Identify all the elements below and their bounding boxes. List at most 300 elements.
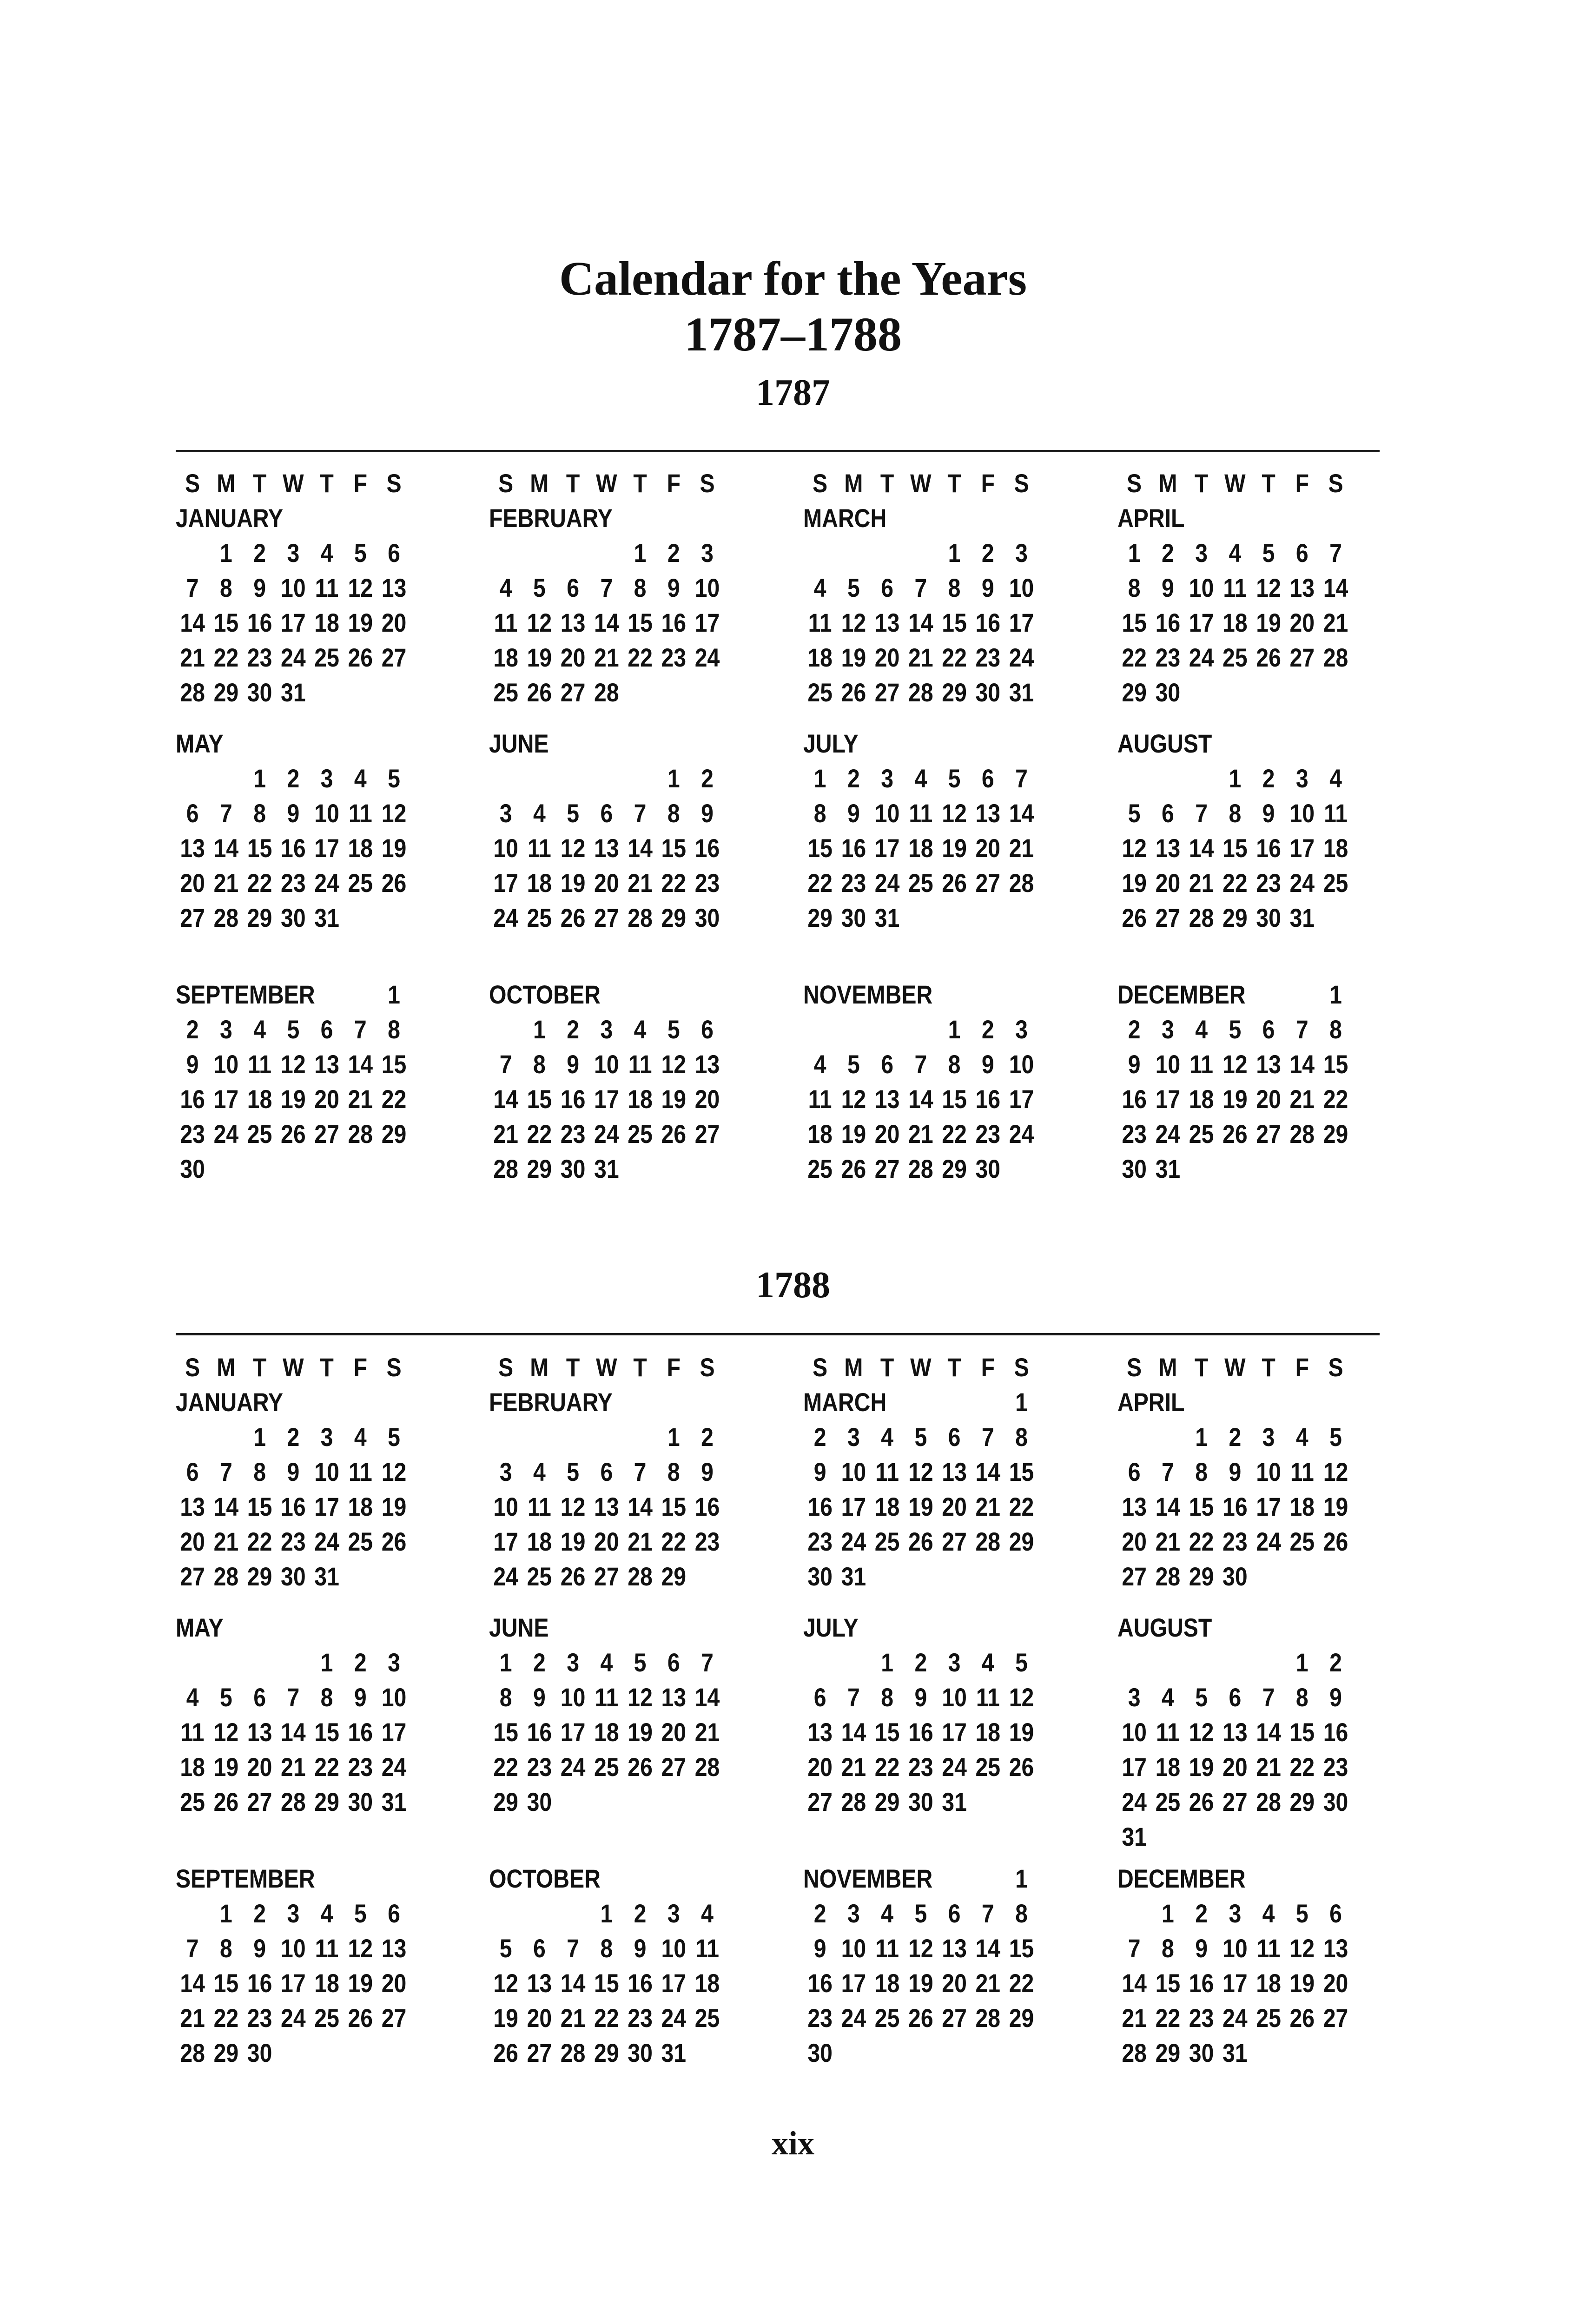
day-number: 25 — [527, 903, 552, 932]
day-number: 19 — [1223, 1084, 1248, 1114]
day-number: 28 — [908, 678, 933, 707]
day-number: 26 — [1122, 903, 1147, 932]
day-number: 23 — [807, 1527, 833, 1556]
weekday-label: S — [1328, 1353, 1343, 1382]
day-number: 1 — [1015, 1864, 1028, 1893]
week-row — [489, 1489, 725, 1524]
day-number: 8 — [1329, 1015, 1342, 1044]
week-row — [803, 1524, 1039, 1559]
day-number: 23 — [1323, 1752, 1348, 1782]
page-title: Calendar for the Years — [559, 252, 1027, 305]
day-number: 23 — [628, 2003, 653, 2033]
day-number: 7 — [600, 573, 613, 602]
week-row — [1117, 1151, 1353, 1186]
day-number: 13 — [1223, 1717, 1248, 1747]
week-row — [803, 1419, 1039, 1454]
week-row — [176, 1680, 411, 1715]
weekday-label: M — [217, 469, 236, 498]
day-number: 13 — [314, 1050, 339, 1079]
day-number: 25 — [807, 1154, 833, 1183]
week-row — [176, 1524, 411, 1559]
day-number: 9 — [813, 1934, 826, 1963]
week-row — [176, 2000, 411, 2035]
weekday-label: W — [283, 469, 304, 498]
month-name: AUGUST — [1117, 729, 1212, 758]
day-number: 21 — [1189, 868, 1214, 898]
day-number: 3 — [1295, 764, 1308, 793]
day-number: 13 — [594, 833, 619, 863]
day-number: 5 — [1229, 1015, 1242, 1044]
day-number: 10 — [661, 1934, 687, 1963]
day-number: 28 — [1189, 903, 1214, 932]
day-number: 29 — [661, 1562, 687, 1591]
day-number: 19 — [1323, 1492, 1348, 1521]
day-number: 30 — [1155, 678, 1181, 707]
day-number: 15 — [1009, 1457, 1034, 1486]
day-number: 19 — [1009, 1717, 1034, 1747]
day-number: 14 — [975, 1934, 1001, 1963]
day-number: 26 — [1256, 643, 1281, 672]
week-row — [176, 1715, 411, 1750]
day-number: 9 — [1262, 799, 1275, 828]
day-number: 28 — [694, 1752, 720, 1782]
week-row — [176, 1784, 411, 1819]
week-row — [1117, 1750, 1353, 1784]
day-number: 25 — [314, 2003, 339, 2033]
day-number: 7 — [499, 1050, 512, 1079]
weekday-label: S — [185, 469, 200, 498]
day-number: 15 — [661, 1492, 687, 1521]
week-row — [803, 1082, 1039, 1116]
day-number: 14 — [1122, 1968, 1147, 1998]
day-number: 19 — [628, 1717, 653, 1747]
day-number: 28 — [628, 1562, 653, 1591]
day-number: 5 — [1015, 1648, 1028, 1677]
day-number: 9 — [847, 799, 860, 828]
day-number: 19 — [1122, 868, 1147, 898]
day-number: 18 — [807, 643, 833, 672]
month-name: JULY — [803, 729, 859, 758]
page-number: xix — [771, 2125, 814, 2162]
day-number: 17 — [874, 833, 900, 863]
day-number: 2 — [287, 764, 300, 793]
day-number: 6 — [1329, 1899, 1342, 1928]
month-name: FEBRUARY — [489, 503, 613, 533]
week-row — [803, 1896, 1039, 1931]
week-row — [1117, 675, 1353, 710]
day-number: 10 — [594, 1050, 619, 1079]
day-number: 9 — [981, 573, 994, 602]
day-number: 8 — [219, 573, 232, 602]
day-number: 26 — [348, 2003, 373, 2033]
day-number: 21 — [493, 1119, 518, 1149]
day-number: 27 — [1323, 2003, 1348, 2033]
day-number: 17 — [694, 608, 720, 637]
day-number: 11 — [808, 1084, 832, 1114]
day-number: 1 — [1329, 980, 1342, 1009]
day-number: 17 — [560, 1717, 586, 1747]
day-number: 28 — [1122, 2038, 1147, 2067]
day-number: 12 — [1289, 1934, 1315, 1963]
week-row — [803, 1454, 1039, 1489]
week-row — [803, 1931, 1039, 1966]
day-number: 8 — [1128, 573, 1141, 602]
day-number: 3 — [320, 1422, 333, 1452]
day-number: 21 — [841, 1752, 866, 1782]
day-number: 16 — [281, 833, 306, 863]
day-number: 29 — [381, 1119, 407, 1149]
day-number: 13 — [942, 1457, 967, 1486]
week-row — [489, 831, 725, 865]
day-number: 21 — [1256, 1752, 1281, 1782]
day-number: 29 — [247, 1562, 272, 1591]
day-number: 2 — [701, 764, 714, 793]
day-number: 23 — [560, 1119, 586, 1149]
day-number: 11 — [315, 573, 339, 602]
day-number: 4 — [1195, 1015, 1208, 1044]
day-number: 26 — [841, 1154, 866, 1183]
day-number: 18 — [1223, 608, 1248, 637]
day-number: 19 — [1256, 608, 1281, 637]
day-number: 6 — [1229, 1683, 1242, 1712]
day-number: 29 — [527, 1154, 552, 1183]
day-number: 8 — [813, 799, 826, 828]
day-number: 24 — [661, 2003, 687, 2033]
day-number: 11 — [494, 608, 518, 637]
month-name: SEPTEMBER — [176, 1864, 315, 1893]
day-number: 19 — [493, 2003, 518, 2033]
day-number: 12 — [560, 1492, 586, 1521]
week-row — [489, 865, 725, 900]
day-number: 29 — [213, 678, 239, 707]
weekday-label: T — [947, 469, 961, 498]
day-number: 30 — [348, 1787, 373, 1816]
day-number: 20 — [180, 1527, 205, 1556]
day-number: 25 — [1223, 643, 1248, 672]
day-number: 7 — [287, 1683, 300, 1712]
day-number: 29 — [1155, 2038, 1181, 2067]
day-number: 8 — [948, 1050, 961, 1079]
day-number: 1 — [948, 1015, 961, 1044]
month-name: APRIL — [1117, 503, 1185, 533]
day-number: 15 — [527, 1084, 552, 1114]
day-number: 10 — [213, 1050, 239, 1079]
year-heading-1787: 1787 — [756, 372, 830, 413]
day-number: 10 — [1256, 1457, 1281, 1486]
weekday-label: M — [530, 1353, 549, 1382]
day-number: 30 — [807, 2038, 833, 2067]
day-number: 22 — [628, 643, 653, 672]
day-number: 22 — [1323, 1084, 1348, 1114]
day-number: 18 — [807, 1119, 833, 1149]
day-number: 8 — [388, 1015, 400, 1044]
day-number: 25 — [1323, 868, 1348, 898]
day-number: 27 — [314, 1119, 339, 1149]
week-row — [176, 1645, 411, 1680]
day-number: 25 — [314, 643, 339, 672]
month-name: JANUARY — [176, 503, 284, 533]
day-number: 4 — [1161, 1683, 1174, 1712]
week-row — [803, 1012, 1039, 1047]
day-number: 19 — [348, 608, 373, 637]
day-number: 23 — [1189, 2003, 1214, 2033]
day-number: 18 — [247, 1084, 272, 1114]
day-number: 26 — [348, 643, 373, 672]
week-row — [176, 865, 411, 900]
day-number: 29 — [213, 2038, 239, 2067]
day-number: 21 — [213, 1527, 239, 1556]
day-number: 6 — [388, 1899, 400, 1928]
day-number: 13 — [1256, 1050, 1281, 1079]
day-number: 17 — [841, 1968, 866, 1998]
day-number: 13 — [807, 1717, 833, 1747]
day-number: 29 — [874, 1787, 900, 1816]
day-number: 13 — [1155, 833, 1181, 863]
day-number: 23 — [527, 1752, 552, 1782]
day-number: 25 — [247, 1119, 272, 1149]
day-number: 10 — [493, 833, 518, 863]
weekday-label: S — [700, 1353, 715, 1382]
day-number: 11 — [1156, 1717, 1180, 1747]
day-number: 1 — [881, 1648, 893, 1677]
day-number: 7 — [847, 1683, 860, 1712]
day-number: 10 — [1009, 573, 1034, 602]
day-number: 26 — [560, 1562, 586, 1591]
day-number: 30 — [247, 678, 272, 707]
day-number: 11 — [315, 1934, 339, 1963]
weekday-label: T — [880, 469, 894, 498]
weekday-label: S — [1127, 469, 1142, 498]
day-number: 23 — [1223, 1527, 1248, 1556]
day-number: 28 — [493, 1154, 518, 1183]
day-number: 3 — [847, 1899, 860, 1928]
day-number: 2 — [813, 1899, 826, 1928]
week-row — [176, 761, 411, 796]
day-number: 14 — [908, 1084, 933, 1114]
week-row — [1117, 761, 1353, 796]
day-number: 27 — [1256, 1119, 1281, 1149]
weekday-header — [1117, 1350, 1353, 1385]
day-number: 11 — [527, 1492, 551, 1521]
week-row — [803, 831, 1039, 865]
day-number: 13 — [527, 1968, 552, 1998]
week-row — [803, 675, 1039, 710]
day-number: 22 — [807, 868, 833, 898]
day-number: 23 — [247, 643, 272, 672]
day-number: 14 — [594, 608, 619, 637]
day-number: 20 — [381, 608, 407, 637]
day-number: 30 — [1256, 903, 1281, 932]
day-number: 1 — [667, 1422, 680, 1452]
day-number: 27 — [661, 1752, 687, 1782]
day-number: 8 — [881, 1683, 893, 1712]
week-row — [803, 605, 1039, 640]
weekday-label: T — [880, 1353, 894, 1382]
day-number: 9 — [1195, 1934, 1208, 1963]
weekday-label: S — [386, 1353, 402, 1382]
month-august-1787 — [1117, 726, 1353, 935]
month-march-1788 — [803, 1350, 1039, 1594]
day-number: 8 — [600, 1934, 613, 1963]
week-row — [1117, 1012, 1353, 1047]
week-row — [489, 1047, 725, 1082]
day-number: 3 — [1161, 1015, 1174, 1044]
month-name: AUGUST — [1117, 1613, 1212, 1642]
day-number: 5 — [567, 1457, 579, 1486]
day-number: 8 — [320, 1683, 333, 1712]
week-row — [176, 1454, 411, 1489]
weekday-label: T — [566, 469, 580, 498]
day-number: 16 — [1122, 1084, 1147, 1114]
month-name: OCTOBER — [489, 980, 601, 1009]
day-number: 16 — [1323, 1717, 1348, 1747]
month-name: MAY — [176, 1613, 224, 1642]
day-number: 23 — [694, 1527, 720, 1556]
month-november-1788 — [803, 1861, 1039, 2070]
day-number: 25 — [908, 868, 933, 898]
day-number: 6 — [1161, 799, 1174, 828]
day-number: 8 — [1295, 1683, 1308, 1712]
day-number: 20 — [975, 833, 1001, 863]
day-number: 8 — [634, 573, 647, 602]
day-number: 23 — [807, 2003, 833, 2033]
day-number: 3 — [1015, 538, 1028, 568]
weekday-label: S — [813, 469, 828, 498]
weekday-label: T — [252, 469, 267, 498]
month-january-1787 — [176, 466, 411, 710]
month-september-1787 — [176, 977, 411, 1186]
month-may-1787 — [176, 726, 411, 935]
day-number: 17 — [594, 1084, 619, 1114]
day-number: 23 — [841, 868, 866, 898]
week-row — [489, 1524, 725, 1559]
day-number: 12 — [281, 1050, 306, 1079]
day-number: 22 — [247, 1527, 272, 1556]
day-number: 9 — [981, 1050, 994, 1079]
day-number: 29 — [247, 903, 272, 932]
day-number: 1 — [388, 980, 400, 1009]
day-number: 28 — [594, 678, 619, 707]
day-number: 14 — [628, 833, 653, 863]
day-number: 18 — [694, 1968, 720, 1998]
day-number: 15 — [594, 1968, 619, 1998]
day-number: 4 — [186, 1683, 199, 1712]
day-number: 30 — [694, 903, 720, 932]
week-row — [803, 2000, 1039, 2035]
day-number: 24 — [874, 868, 900, 898]
divider-rule — [176, 1333, 1380, 1335]
weekday-label: T — [320, 1353, 334, 1382]
day-number: 4 — [600, 1648, 613, 1677]
day-number: 5 — [533, 573, 546, 602]
day-number: 25 — [694, 2003, 720, 2033]
month-june-1787 — [489, 726, 725, 935]
day-number: 12 — [381, 799, 407, 828]
day-number: 26 — [908, 2003, 933, 2033]
week-row — [1117, 1559, 1353, 1594]
day-number: 28 — [1323, 643, 1348, 672]
day-number: 1 — [253, 1422, 266, 1452]
day-number: 26 — [381, 1527, 407, 1556]
day-number: 22 — [1289, 1752, 1315, 1782]
day-number: 23 — [247, 2003, 272, 2033]
day-number: 25 — [527, 1562, 552, 1591]
day-number: 11 — [595, 1683, 619, 1712]
weekday-label: S — [813, 1353, 828, 1382]
day-number: 18 — [348, 1492, 373, 1521]
day-number: 12 — [348, 1934, 373, 1963]
week-row — [1117, 605, 1353, 640]
day-number: 21 — [348, 1084, 373, 1114]
day-number: 9 — [354, 1683, 367, 1712]
day-number: 1 — [219, 538, 232, 568]
day-number: 10 — [381, 1683, 407, 1712]
day-number: 22 — [594, 2003, 619, 2033]
day-number: 31 — [1223, 2038, 1248, 2067]
day-number: 7 — [981, 1422, 994, 1452]
day-number: 28 — [908, 1154, 933, 1183]
day-number: 28 — [1256, 1787, 1281, 1816]
day-number: 19 — [213, 1752, 239, 1782]
day-number: 28 — [213, 1562, 239, 1591]
week-row — [803, 1489, 1039, 1524]
divider-rule — [176, 450, 1380, 452]
day-number: 28 — [975, 2003, 1001, 2033]
day-number: 1 — [499, 1648, 512, 1677]
day-number: 19 — [908, 1968, 933, 1998]
day-number: 10 — [841, 1457, 866, 1486]
day-number: 26 — [281, 1119, 306, 1149]
day-number: 11 — [695, 1934, 720, 1963]
day-number: 12 — [1009, 1683, 1034, 1712]
day-number: 17 — [841, 1492, 866, 1521]
day-number: 7 — [354, 1015, 367, 1044]
week-row — [176, 1151, 411, 1186]
day-number: 11 — [976, 1683, 1000, 1712]
day-number: 21 — [213, 868, 239, 898]
day-number: 21 — [975, 1968, 1001, 1998]
day-number: 23 — [975, 1119, 1001, 1149]
day-number: 21 — [628, 1527, 653, 1556]
day-number: 21 — [694, 1717, 720, 1747]
day-number: 8 — [533, 1050, 546, 1079]
week-row — [489, 761, 725, 796]
day-number: 3 — [287, 538, 300, 568]
day-number: 18 — [628, 1084, 653, 1114]
week-row — [803, 865, 1039, 900]
day-number: 17 — [1223, 1968, 1248, 1998]
day-number: 3 — [499, 1457, 512, 1486]
day-number: 23 — [1155, 643, 1181, 672]
day-number: 24 — [1009, 643, 1034, 672]
weekday-label: F — [353, 1353, 368, 1382]
day-number: 11 — [527, 833, 551, 863]
day-number: 2 — [914, 1648, 927, 1677]
day-number: 12 — [841, 608, 866, 637]
day-number: 1 — [320, 1648, 333, 1677]
day-number: 20 — [694, 1084, 720, 1114]
day-number: 26 — [1323, 1527, 1348, 1556]
day-number: 4 — [813, 573, 826, 602]
day-number: 26 — [841, 678, 866, 707]
day-number: 3 — [881, 764, 893, 793]
day-number: 11 — [808, 608, 832, 637]
day-number: 16 — [807, 1492, 833, 1521]
day-number: 25 — [975, 1752, 1001, 1782]
week-row — [176, 831, 411, 865]
week-row — [1117, 1931, 1353, 1966]
day-number: 12 — [348, 573, 373, 602]
